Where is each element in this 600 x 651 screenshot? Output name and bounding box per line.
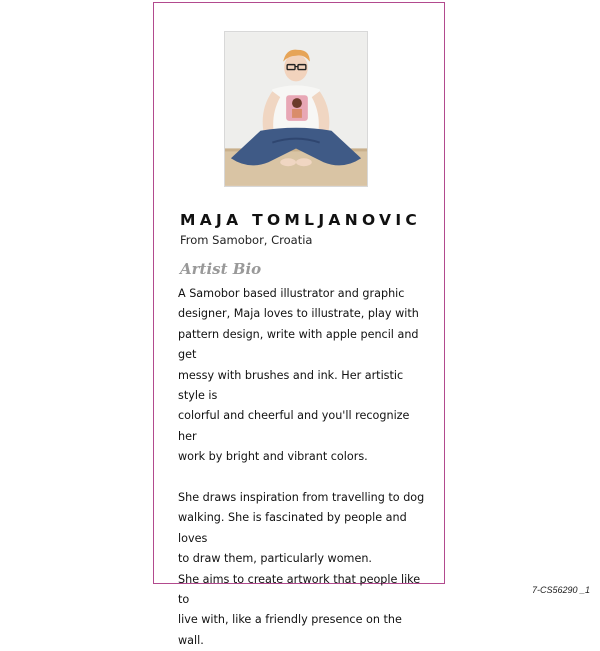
bio-line: A Samobor based illustrator and graphic <box>178 287 405 300</box>
artist-name: MAJA TOMLJANOVIC <box>180 211 422 229</box>
artist-bio-heading: Artist Bio <box>180 260 262 278</box>
artist-bio-text <box>178 284 428 651</box>
bio-line: messy with brushes and ink. Her artistic style is <box>178 368 404 403</box>
bio-line: to draw them, particularly women. <box>178 552 372 566</box>
bio-line: pattern design, write with apple pencil and get <box>178 327 419 362</box>
bio-line: colorful and cheerful and you'll recognize her <box>178 409 410 443</box>
bio-line: walking. She is fascinated by people and loves <box>178 511 407 545</box>
product-code: 7-CS56290 _1 <box>531 585 590 595</box>
artist-origin: From Samobor, Croatia <box>180 233 313 247</box>
bio-line: designer, Maja loves to illustrate, play with <box>178 307 419 321</box>
bio-line: She draws inspiration from travelling to dog <box>178 491 425 505</box>
artist-card <box>153 2 445 647</box>
bio-line: work by bright and vibrant colors. <box>178 450 368 464</box>
bio-line: She aims to create artwork that people like to <box>178 572 421 607</box>
artist-photo <box>224 31 368 187</box>
bio-line: live with, like a friendly presence on the wall. <box>178 613 402 647</box>
